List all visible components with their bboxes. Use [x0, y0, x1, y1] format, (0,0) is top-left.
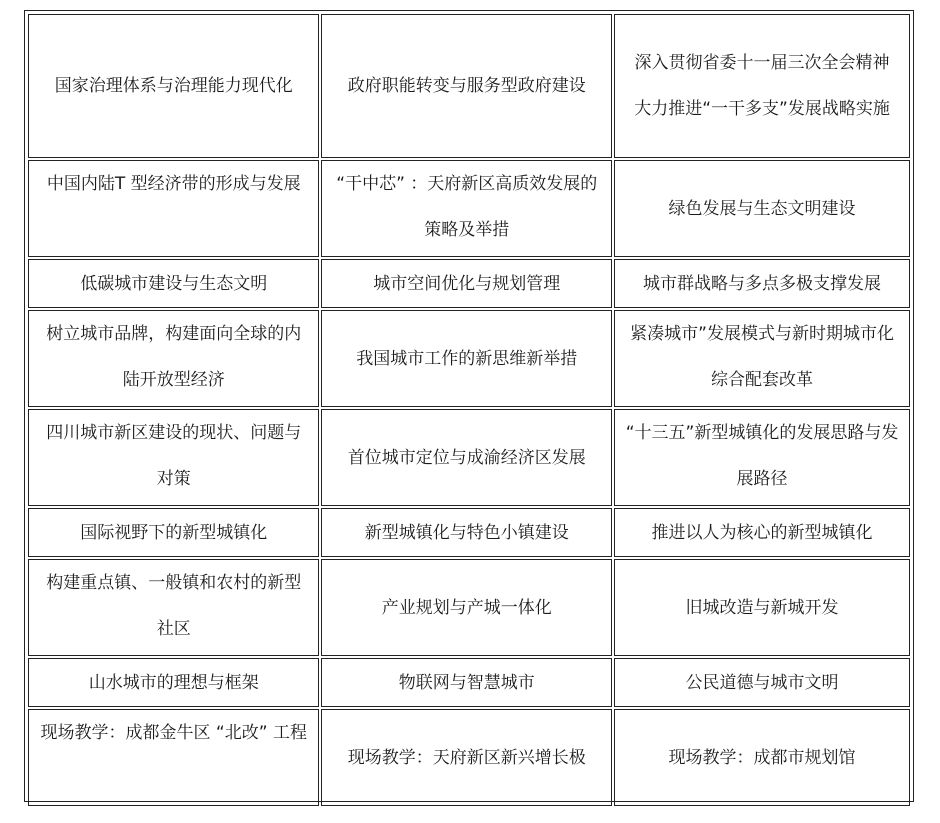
table-cell: 深入贯彻省委十一届三次全会精神 大力推进“一干多支”发展战略实施 — [614, 14, 910, 158]
curriculum-table-frame — [24, 10, 914, 802]
table-cell: 旧城改造与新城开发 — [614, 559, 910, 656]
table-cell: 城市空间优化与规划管理 — [321, 259, 612, 308]
table-cell: 四川城市新区建设的现状、问题与对策 — [28, 409, 319, 506]
table-row — [28, 14, 910, 158]
table-cell: 国际视野下的新型城镇化 — [28, 508, 319, 557]
table-cell: 推进以人为核心的新型城镇化 — [614, 508, 910, 557]
table-row — [28, 259, 910, 308]
table-cell: 政府职能转变与服务型政府建设 — [321, 14, 612, 158]
table-row — [28, 409, 910, 506]
table-cell: 国家治理体系与治理能力现代化 — [28, 14, 319, 158]
table-cell: 公民道德与城市文明 — [614, 658, 910, 707]
curriculum-table — [26, 12, 912, 808]
table-cell: 构建重点镇、一般镇和农村的新型社区 — [28, 559, 319, 656]
table-cell: 城市群战略与多点多极支撑发展 — [614, 259, 910, 308]
table-row — [28, 709, 910, 806]
table-cell: 山水城市的理想与框架 — [28, 658, 319, 707]
table-row — [28, 310, 910, 407]
table-cell: 产业规划与产城一体化 — [321, 559, 612, 656]
table-cell: 我国城市工作的新思维新举措 — [321, 310, 612, 407]
table-row — [28, 160, 910, 257]
table-cell: 绿色发展与生态文明建设 — [614, 160, 910, 257]
table-cell: 低碳城市建设与生态文明 — [28, 259, 319, 308]
table-cell: 现场教学：天府新区新兴增长极 — [321, 709, 612, 806]
table-cell: 紧凑城市”发展模式与新时期城市化综合配套改革 — [614, 310, 910, 407]
table-cell: 现场教学：成都金牛区 “北改” 工程 — [28, 709, 319, 806]
table-row — [28, 508, 910, 557]
table-cell: 首位城市定位与成渝经济区发展 — [321, 409, 612, 506]
table-cell: 树立城市品牌，构建面向全球的内陆开放型经济 — [28, 310, 319, 407]
table-cell: “十三五”新型城镇化的发展思路与发展路径 — [614, 409, 910, 506]
table-row — [28, 559, 910, 656]
table-cell: 中国内陆T 型经济带的形成与发展 — [28, 160, 319, 257]
table-row — [28, 658, 910, 707]
table-cell: “干中芯” ：天府新区高质效发展的策略及举措 — [321, 160, 612, 257]
table-cell: 新型城镇化与特色小镇建设 — [321, 508, 612, 557]
table-cell: 物联网与智慧城市 — [321, 658, 612, 707]
table-cell: 现场教学：成都市规划馆 — [614, 709, 910, 806]
